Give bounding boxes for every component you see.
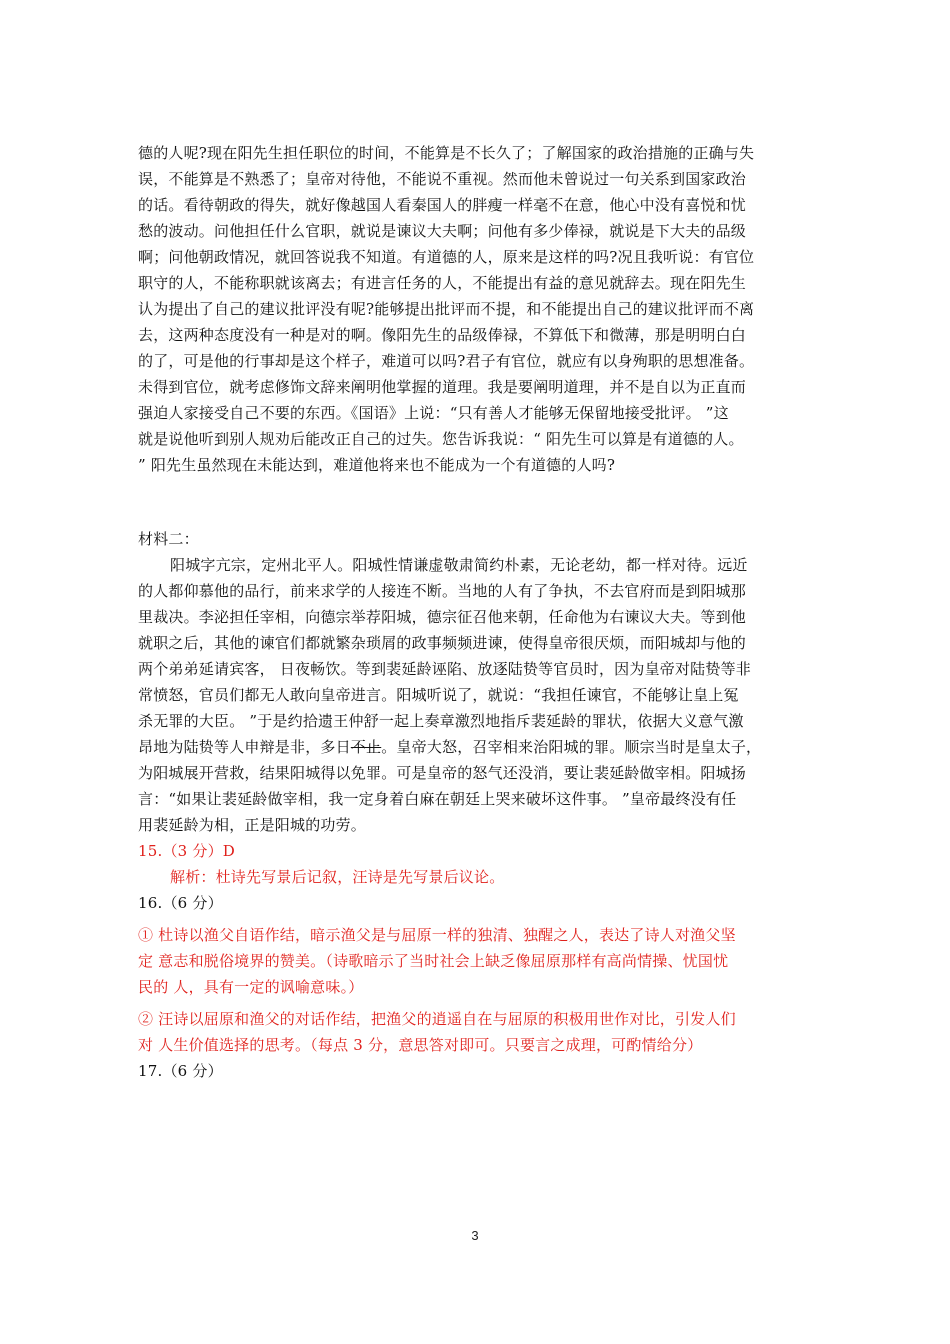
text-line: 未得到官位，就考虑修饰文辞来阐明他掌握的道理。我是要阐明道理，并不是自以为正直而: [138, 378, 747, 396]
section-heading: 材料二：: [138, 530, 199, 548]
text-line: 的话。看待朝政的得失，就好像越国人看秦国人的胖瘦一样毫不在意，他心中没有喜悦和忧: [138, 196, 747, 214]
question-16-header: 16.（6 分）: [138, 894, 223, 912]
text-line: 言：“如果让裴延龄做宰相，我一定身着白麻在朝廷上哭来破坏这件事。 ”皇帝最终没有任: [138, 790, 737, 808]
text-line: 杀无罪的大臣。 ”于是约拾遗王仲舒一起上奏章激烈地指斥裴延龄的罪状，依据大义意气激: [138, 712, 744, 730]
passage-one: [138, 140, 828, 478]
page-number: 3: [471, 1228, 479, 1243]
text-line: 里裁决。李泌担任宰相，向德宗举荐阳城，德宗征召他来朝，任命他为右谏议大夫。等到他: [138, 608, 747, 626]
text-line: 啊；问他朝政情况，就回答说我不知道。有道德的人，原来是这样的吗?况且我听说：有官位: [138, 248, 755, 266]
answer-section: [138, 838, 828, 1084]
text-line: ” 阳先生虽然现在未能达到，难道他将来也不能成为一个有道德的人吗?: [138, 456, 616, 474]
text-line: 认为提出了自己的建议批评没有呢?能够提出批评而不提，和不能提出自己的建议批评而不离: [138, 300, 755, 318]
answer-point-line: 定 意志和脱俗境界的赞美。（诗歌暗示了当时社会上缺乏像屈原那样有高尚情操、忧国忧: [138, 952, 729, 970]
text-line: 强迫人家接受自己不要的东西。《国语》上说：“只有善人才能够无保留地接受批评。 ”这: [138, 404, 729, 422]
text-line: 就职之后，其他的谏官们都就繁杂琐屑的政事频频进谏，使得皇帝很厌烦，而阳城却与他的: [138, 634, 747, 652]
answer-point-line: ① 杜诗以渔父自语作结，暗示渔父是与屈原一样的独清、独醒之人，表达了诗人对渔父坚: [138, 926, 736, 944]
text-line: 去，这两种态度没有一种是对的啊。像阳先生的品级俸禄，不算低下和微薄，那是明明白白: [138, 326, 747, 344]
material-two: [138, 526, 828, 838]
page-content: [138, 140, 828, 1084]
text-line: 为阳城展开营救，结果阳城得以免罪。可是皇帝的怒气还没消，要让裴延龄做宰相。阳城扬: [138, 764, 747, 782]
section-gap: [138, 478, 828, 526]
answer-point-line: 对 人生价值选择的思考。（每点 3 分，意思答对即可。只要言之成理，可酌情给分）: [138, 1036, 703, 1054]
text-line: 职守的人，不能称职就该离去；有进言任务的人，不能提出有益的意见就辞去。现在阳先生: [138, 274, 747, 292]
text-line: 的了，可是他的行事却是这个样子，难道可以吗?君子有官位，就应有以身殉职的思想准备。: [138, 352, 755, 370]
text-line: 愁的波动。问他担任什么官职，就说是谏议大夫啊；问他有多少俸禄，就说是下大夫的品级: [138, 222, 747, 240]
text-line: 的人都仰慕他的品行，前来求学的人接连不断。当地的人有了争执，不去官府而是到阳城那: [138, 582, 747, 600]
text-line: 两个弟弟延请宾客， 日夜畅饮。等到裴延龄诬陷、放逐陆贽等官员时，因为皇帝对陆贽等非: [138, 660, 751, 678]
text-line: 误，不能算是不熟悉了；皇帝对待他，不能说不重视。然而他未曾说过一句关系到国家政治: [138, 170, 747, 188]
question-15-header: 15.（3 分）D: [138, 842, 235, 860]
answer-point-line: ② 汪诗以屈原和渔父的对话作结，把渔父的逍遥自在与屈原的积极用世作对比，引发人们: [138, 1010, 736, 1028]
text-line: 用裴延龄为相，正是阳城的功劳。: [138, 816, 367, 834]
question-17-header: 17.（6 分）: [138, 1062, 223, 1080]
text-fragment: 昂地为陆贽等人申辩是非，多日: [138, 738, 351, 756]
question-15-analysis: 解析：杜诗先写景后记叙，汪诗是先写景后议论。: [170, 868, 505, 886]
text-line: 阳城字亢宗，定州北平人。阳城性情谦虚敬肃简约朴素，无论老幼，都一样对待。远近: [170, 556, 748, 574]
text-line: 德的人呢?现在阳先生担任职位的时间，不能算是不长久了；了解国家的政治措施的正确与失: [138, 144, 755, 162]
text-line: 常愤怒，官员们都无人敢向皇帝进言。阳城听说了，就说：“我担任谏官，不能够让皇上冤: [138, 686, 739, 704]
struck-text: 不止: [350, 738, 382, 756]
text-line: 就是说他听到别人规劝后能改正自己的过失。您告诉我说：“ 阳先生可以算是有道德的人。: [138, 430, 744, 448]
answer-point-line: 民的 人，具有一定的讽喻意味。）: [138, 978, 364, 996]
text-fragment: 。皇帝大怒，召宰相来治阳城的罪。顺宗当时是皇太子，: [381, 738, 762, 756]
text-line: [138, 734, 828, 760]
